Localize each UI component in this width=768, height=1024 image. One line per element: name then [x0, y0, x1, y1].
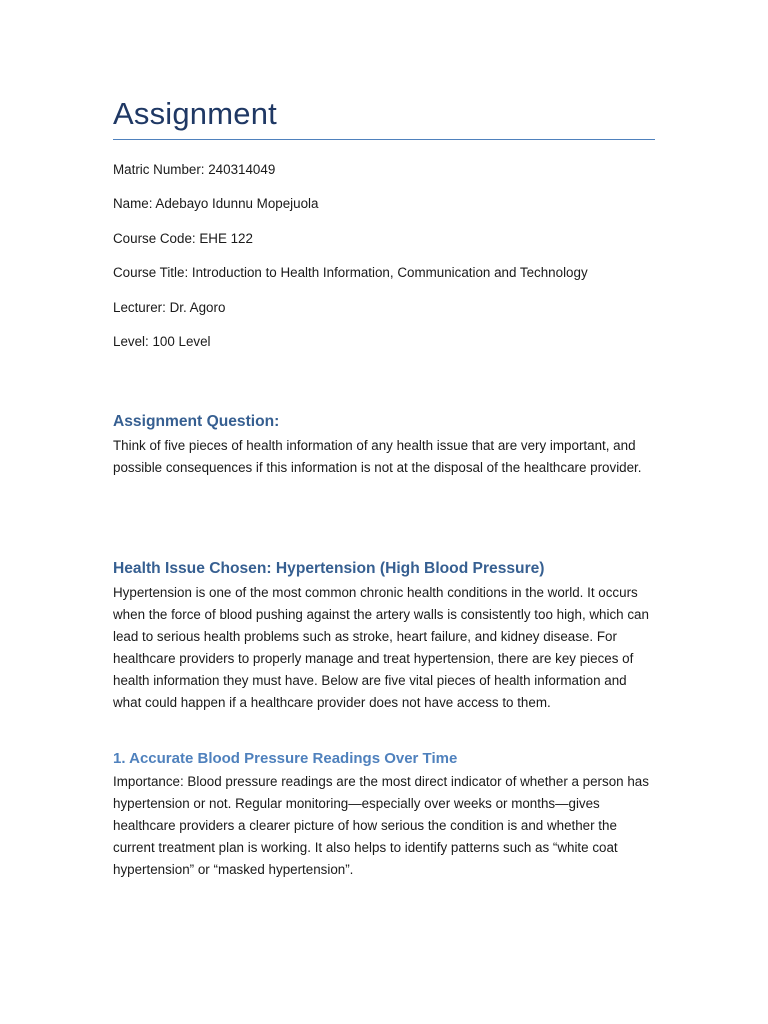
section1-text: Importance: Blood pressure readings are the most direct indicator of whether a person has hypertension or not. Regular monitoring—especially over weeks or months—gives healthcare providers a clearer picture of how serious the condition is and whether the current treatment plan is working. It also helps to identify patterns such as “white coat hypertension” or “masked hypertension”. — [113, 774, 649, 877]
question-text: Think of five pieces of health information of any health issue that are very important, and possible consequences if this information is not at the disposal of the healthcare provider. — [113, 438, 642, 475]
course-code: Course Code: EHE 122 — [113, 231, 253, 246]
level: Level: 100 Level — [113, 334, 211, 349]
section1-heading: 1. Accurate Blood Pressure Readings Over Time — [113, 750, 458, 767]
document-title: Assignment — [113, 96, 277, 131]
student-name: Name: Adebayo Idunnu Mopejuola — [113, 196, 319, 211]
title-underline — [113, 139, 655, 140]
lecturer: Lecturer: Dr. Agoro — [113, 300, 226, 315]
issue-text: Hypertension is one of the most common chronic health conditions in the world. It occurs when the force of blood pushing against the artery walls is consistently too high, which can lead to serious health problems such as stroke, heart failure, and kidney disease. For healthcare providers to properly manage and treat hypertension, there are key pieces of health information they must have. Below are five vital pieces of health information and what could happen if a healthcare provider does not have access to them. — [113, 585, 649, 710]
issue-heading: Health Issue Chosen: Hypertension (High Blood Pressure) — [113, 560, 545, 577]
course-title: Course Title: Introduction to Health Information, Communication and Technology — [113, 265, 588, 280]
question-heading: Assignment Question: — [113, 413, 280, 430]
matric-number: Matric Number: 240314049 — [113, 162, 276, 177]
